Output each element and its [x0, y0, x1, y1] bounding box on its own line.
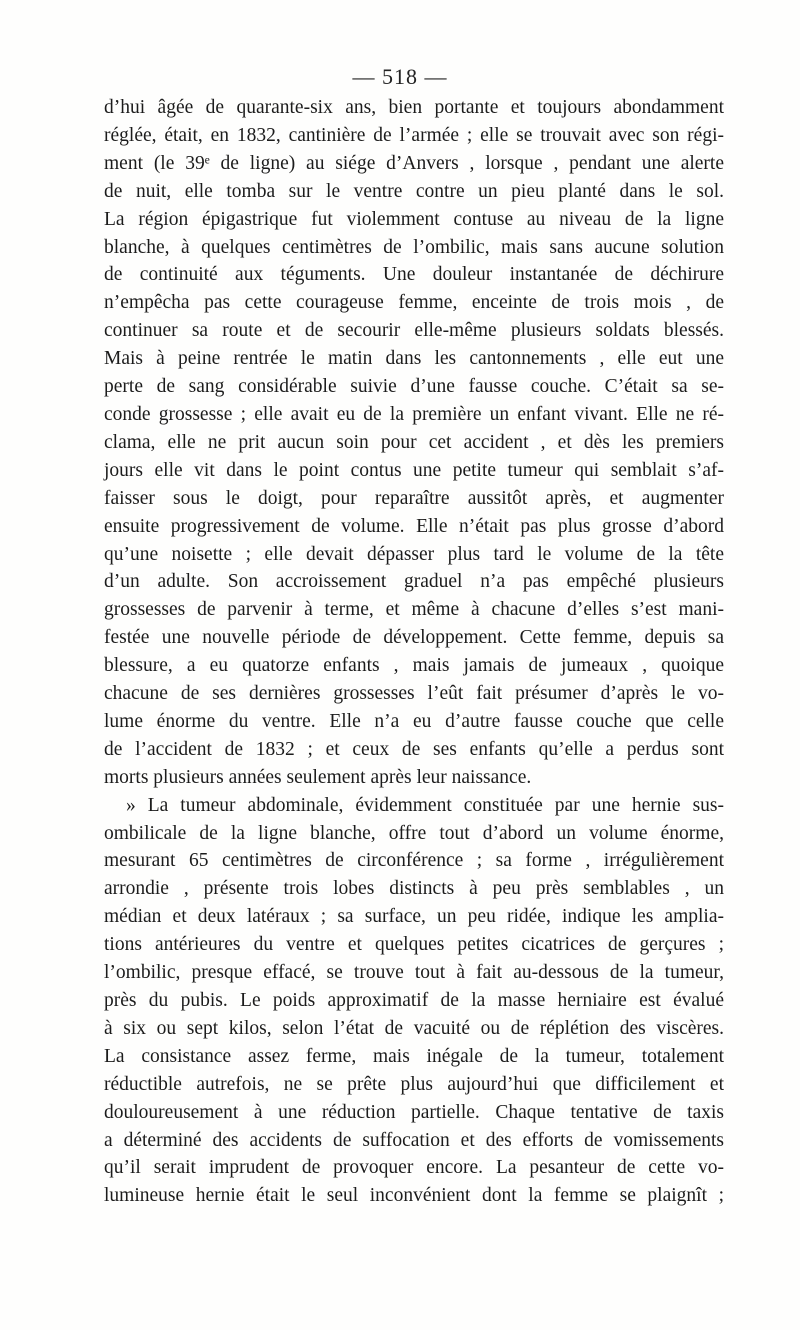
text-line: d’un adulte. Son accroissement graduel n’a pas empêché plusieurs: [104, 571, 724, 593]
text-line: mesurant 65 centimètres de circonférence ; sa forme , irrégulièrement: [104, 850, 724, 872]
text-line: chacune de ses dernières grossesses l’eût fait présumer d’après le vo-: [104, 683, 724, 705]
text-line: de continuité aux téguments. Une douleur instantanée de déchirure: [104, 264, 724, 286]
text-line: » La tumeur abdominale, évidemment constituée par une hernie sus-: [126, 794, 724, 816]
text-line: à six ou sept kilos, selon l’état de vacuité ou de réplétion des viscères.: [104, 1017, 724, 1039]
text-line: blessure, a eu quatorze enfants , mais jamais de jumeaux , quoique: [104, 655, 724, 677]
text-line: ombilicale de la ligne blanche, offre tout d’abord un volume énorme,: [104, 822, 724, 844]
text-line: a déterminé des accidents de suffocation et des efforts de vomissements: [104, 1129, 724, 1151]
text-line: Mais à peine rentrée le matin dans les cantonnements , elle eut une: [104, 348, 724, 370]
text-line: ment (le 39ᵉ de ligne) au siége d’Anvers , lorsque , pendant une alerte: [104, 152, 724, 174]
text-line: de nuit, elle tomba sur le ventre contre un pieu planté dans le sol.: [104, 180, 724, 202]
text-line: qu’il serait imprudent de provoquer encore. La pesanteur de cette vo-: [104, 1157, 724, 1179]
text-line: blanche, à quelques centimètres de l’ombilic, mais sans aucune solution: [104, 236, 724, 258]
text-line: d’hui âgée de quarante-six ans, bien portante et toujours abondamment: [104, 97, 724, 118]
text-line: faisser sous le doigt, pour reparaître aussitôt après, et augmenter: [104, 487, 724, 509]
text-line: l’ombilic, presque effacé, se trouve tout à fait au-dessous de la tumeur,: [104, 962, 724, 984]
text-line: La consistance assez ferme, mais inégale de la tumeur, totalement: [104, 1045, 724, 1067]
text-line: douloureusement à une réduction partielle. Chaque tentative de taxis: [104, 1101, 724, 1123]
text-line: n’empêcha pas cette courageuse femme, enceinte de trois mois , de: [104, 292, 724, 314]
text-line: clama, elle ne prit aucun soin pour cet accident , et dès les premiers: [104, 431, 724, 453]
text-line: médian et deux latéraux ; sa surface, un peu ridée, indique les amplia-: [104, 906, 724, 928]
text-line: morts plusieurs années seulement après leur naissance.: [104, 766, 532, 788]
page-number: — 518 —: [352, 64, 448, 89]
text-line: festée une nouvelle période de développement. Cette femme, depuis sa: [104, 627, 724, 649]
text-line: lumineuse hernie était le seul inconvénient dont la femme se plaignît ;: [104, 1185, 724, 1207]
text-line: perte de sang considérable suivie d’une fausse couche. C’était sa se-: [104, 376, 724, 398]
text-line: tions antérieures du ventre et quelques petites cicatrices de gerçures ;: [104, 934, 724, 956]
text-line: de l’accident de 1832 ; et ceux de ses enfants qu’elle a perdus sont: [104, 738, 724, 760]
text-line: près du pubis. Le poids approximatif de la masse herniaire est évalué: [104, 990, 724, 1011]
text-line: arrondie , présente trois lobes distincts à peu près semblables , un: [104, 878, 724, 900]
text-line: lume énorme du ventre. Elle n’a eu d’autre fausse couche que celle: [104, 710, 724, 732]
text-line: conde grossesse ; elle avait eu de la première un enfant vivant. Elle ne ré-: [104, 403, 724, 425]
body-text: [104, 94, 724, 1210]
text-line: réglée, était, en 1832, cantinière de l’armée ; elle se trouvait avec son régi-: [104, 124, 724, 146]
text-line: grossesses de parvenir à terme, et même à chacune d’elles s’est mani-: [104, 599, 724, 621]
text-line: réductible autrefois, ne se prête plus aujourd’hui que difficilement et: [104, 1073, 724, 1095]
text-line: La région épigastrique fut violemment contuse au niveau de la ligne: [104, 208, 724, 230]
text-line: continuer sa route et de secourir elle-même plusieurs soldats blessés.: [104, 320, 724, 342]
text-line: ensuite progressivement de volume. Elle n’était pas plus grosse d’abord: [104, 515, 724, 537]
text-line: qu’une noisette ; elle devait dépasser plus tard le volume de la tête: [104, 543, 724, 565]
text-line: jours elle vit dans le point contus une petite tumeur qui semblait s’af-: [104, 459, 724, 481]
